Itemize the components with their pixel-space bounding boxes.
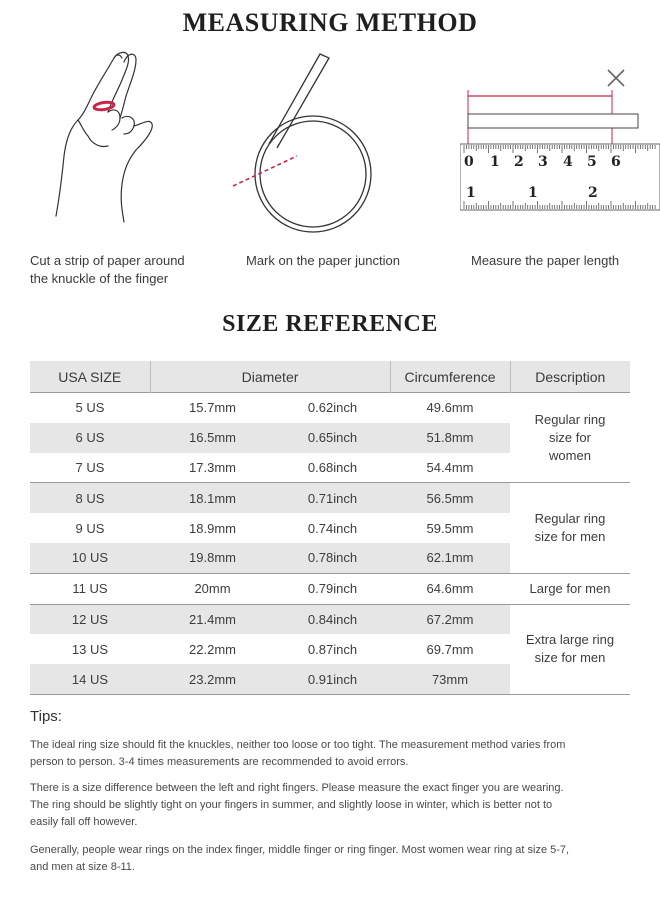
size-table (30, 361, 630, 695)
table-row: 7 US 17.3mm 0.68inch 54.4mm (75, 459, 474, 475)
header-circumference: Circumference (390, 361, 510, 393)
close-icon (608, 70, 624, 86)
hand-with-ring-icon (48, 44, 168, 224)
table-row: 6 US 16.5mm 0.65inch 51.8mm (30, 423, 630, 453)
ruler-num-5: 5 (587, 154, 597, 170)
junction-mark (233, 156, 297, 186)
table-row: 12 US 21.4mm 0.84inch 67.2mm Extra large ring size for men (30, 604, 630, 634)
ruler-num-2: 2 (514, 154, 524, 170)
tip-paragraph-2: There is a size difference between the left and right fingers. Please measure the exact finger you are wearing. The ring should be slightly tight on your fingers in summer, and slightly loose in winter, which is better not to easily fall off however. (30, 782, 564, 828)
header-usa-size: USA SIZE (30, 361, 150, 393)
ruler-num-0: 0 (464, 154, 474, 170)
description-large-men: Large for men (510, 573, 630, 604)
tip-paragraph-3: Generally, people wear rings on the index finger, middle finger or ring finger. Most women wear ring at size 5-7, and men at size 8-11. (30, 844, 570, 873)
ruler-inch-1b: 1 (528, 185, 538, 201)
ruler-inch-2: 2 (588, 185, 598, 201)
table-row: 10 US 19.8mm 0.78inch 62.1mm (30, 543, 630, 573)
description-men: Regular ring size for men (510, 483, 630, 573)
table-row: 5 US 15.7mm 0.62inch 49.6mm Regular ring size for women (30, 393, 630, 423)
size-reference-title: SIZE REFERENCE (222, 311, 438, 337)
step2-caption: Mark on the paper junction (246, 253, 400, 268)
table-row: 13 US 22.2mm 0.87inch 69.7mm (71, 641, 474, 657)
measuring-method-title: MEASURING METHOD (182, 8, 478, 37)
paper-loop-icon (225, 44, 390, 234)
header-diameter: Diameter (150, 361, 390, 393)
table-row: 8 US 18.1mm 0.71inch 56.5mm Regular ring size for men (30, 483, 630, 513)
ruler-num-6: 6 (611, 154, 621, 170)
header-description: Description (510, 361, 630, 393)
ruler-num-4: 4 (563, 154, 573, 170)
description-extra-large-men: Extra large ring size for men (510, 604, 630, 694)
step3-caption: Measure the paper length (471, 253, 620, 268)
table-row: 14 US 23.2mm 0.91inch 73mm (30, 664, 630, 694)
ruler-measure-icon (460, 44, 660, 214)
table-row: 11 US 20mm 0.79inch 64.6mm Large for men (30, 573, 630, 604)
ruler-num-1: 1 (490, 154, 500, 170)
description-women: Regular ring size for women (510, 393, 630, 483)
tip-paragraph-1: The ideal ring size should fit the knuckles, neither too loose or too tight. The measurement method varies from person to person. 3-4 times measurements are recommended to avoid errors. (30, 739, 566, 768)
ruler-num-3: 3 (538, 154, 548, 170)
ruler-inch-1a: 1 (466, 185, 476, 201)
table-row: 9 US 18.9mm 0.74inch 59.5mm (75, 520, 474, 536)
step1-caption: Cut a strip of paper around the knuckle of the finger (30, 253, 185, 286)
tips-heading: Tips: (30, 708, 62, 725)
ring-marker (94, 101, 115, 111)
